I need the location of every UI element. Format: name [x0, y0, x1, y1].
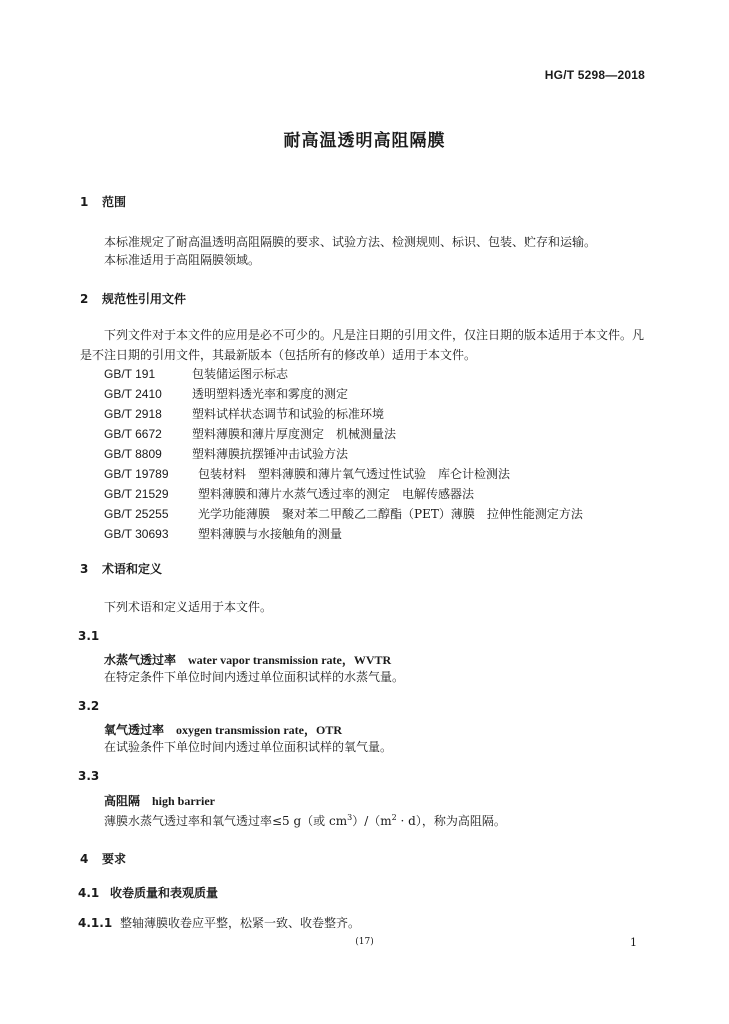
reference-item: [104, 404, 583, 424]
reference-item: [104, 384, 583, 404]
reference-item: [104, 524, 583, 544]
section-title: 规范性引用文件: [102, 292, 187, 306]
reference-title: 塑料薄膜和薄片厚度测定 机械测量法: [192, 427, 397, 441]
section-number: 2: [80, 292, 89, 306]
reference-code: GB/T 8809: [104, 447, 162, 461]
reference-item: [104, 444, 583, 464]
superscript: 3: [347, 813, 353, 822]
term-3-3-number: 3.3: [78, 769, 100, 783]
reference-code: GB/T 30693: [104, 527, 169, 541]
reference-code: GB/T 19789: [104, 467, 169, 481]
section-number: 1: [80, 195, 89, 209]
subsection-text: 整轴薄膜收卷应平整，松紧一致、收卷整齐。: [120, 916, 361, 930]
reference-item: [104, 504, 583, 524]
subsection-title: 收卷质量和表观质量: [110, 886, 219, 900]
reference-title: 包装材料 塑料薄膜和薄片氧气透过性试验 库仑计检测法: [198, 467, 511, 481]
term-3-2-name: 氧气透过率 oxygen transmission rate，OTR: [104, 723, 342, 737]
reference-code: GB/T 191: [104, 367, 156, 381]
subsection-number: 4.1.1: [78, 916, 113, 930]
terms-intro-paragraph: 下列术语和定义适用于本文件。: [104, 600, 273, 614]
definition-text: 薄膜水蒸气透过率和氧气透过率≤5 g（或 cm: [104, 814, 348, 828]
scope-paragraph-1: 本标准规定了耐高温透明高阻隔膜的要求、试验方法、检测规则、标识、包装、贮存和运输。: [104, 235, 597, 249]
term-3-2-definition: 在试验条件下单位时间内透过单位面积试样的氧气量。: [104, 740, 393, 754]
superscript: 2: [391, 813, 397, 822]
term-3-1-name: 水蒸气透过率 water vapor transmission rate，WVTR: [104, 653, 392, 667]
reference-title: 塑料试样状态调节和试验的标准环境: [192, 407, 385, 421]
definition-text: ）/（m: [352, 814, 392, 828]
page-number-right: 1: [630, 936, 637, 949]
term-3-3-name: 高阻隔 high barrier: [104, 794, 215, 808]
term-3-1-definition: 在特定条件下单位时间内透过单位面积试样的水蒸气量。: [104, 670, 405, 684]
reference-title: 塑料薄膜抗摆锤冲击试验方法: [192, 447, 349, 461]
term-3-2-number: 3.2: [78, 699, 100, 713]
reference-title: 透明塑料透光率和雾度的测定: [192, 387, 349, 401]
subsection-number: 4.1: [78, 886, 100, 900]
section-4-1-heading: [78, 884, 218, 901]
reference-code: GB/T 21529: [104, 487, 169, 501]
page-number-center: (17): [355, 937, 374, 947]
reference-item: [104, 464, 583, 484]
section-title: 要求: [102, 852, 127, 866]
normative-intro-paragraph: 下列文件对于本文件的应用是必不可少的。凡是注日期的引用文件，仅注日期的版本适用于本文件。凡是不注日期的引用文件，其最新版本（包括所有的修改单）适用于本文件。: [80, 328, 645, 362]
section-2-heading: [80, 290, 186, 307]
reference-title: 塑料薄膜与水接触角的测量: [198, 527, 343, 541]
section-4-1-1: [78, 913, 360, 933]
reference-code: GB/T 2410: [104, 387, 162, 401]
term-3-1-number: 3.1: [78, 629, 100, 643]
reference-item: [104, 424, 583, 444]
reference-code: GB/T 6672: [104, 427, 162, 441]
section-number: 3: [80, 562, 89, 576]
section-number: 4: [80, 852, 89, 866]
section-title: 术语和定义: [102, 562, 163, 576]
definition-text: · d），称为高阻隔。: [396, 814, 506, 828]
reference-code: GB/T 2918: [104, 407, 162, 421]
reference-title: 光学功能薄膜 聚对苯二甲酸乙二醇酯（PET）薄膜 拉伸性能测定方法: [198, 507, 583, 521]
section-1-heading: [80, 193, 126, 210]
reference-title: 包装储运图示标志: [192, 367, 289, 381]
standard-code: HG/T 5298—2018: [544, 68, 645, 82]
section-title: 范围: [102, 195, 127, 209]
reference-item: [104, 364, 583, 384]
normative-reference-list: [104, 364, 583, 544]
reference-item: [104, 484, 583, 504]
scope-paragraph-2: 本标准适用于高阻隔膜领域。: [104, 253, 261, 267]
reference-title: 塑料薄膜和薄片水蒸气透过率的测定 电解传感器法: [198, 487, 475, 501]
section-4-heading: [80, 850, 126, 867]
reference-code: GB/T 25255: [104, 507, 169, 521]
document-title: 耐高温透明高阻隔膜: [283, 131, 446, 151]
section-3-heading: [80, 560, 162, 577]
term-3-3-definition: [104, 808, 506, 831]
